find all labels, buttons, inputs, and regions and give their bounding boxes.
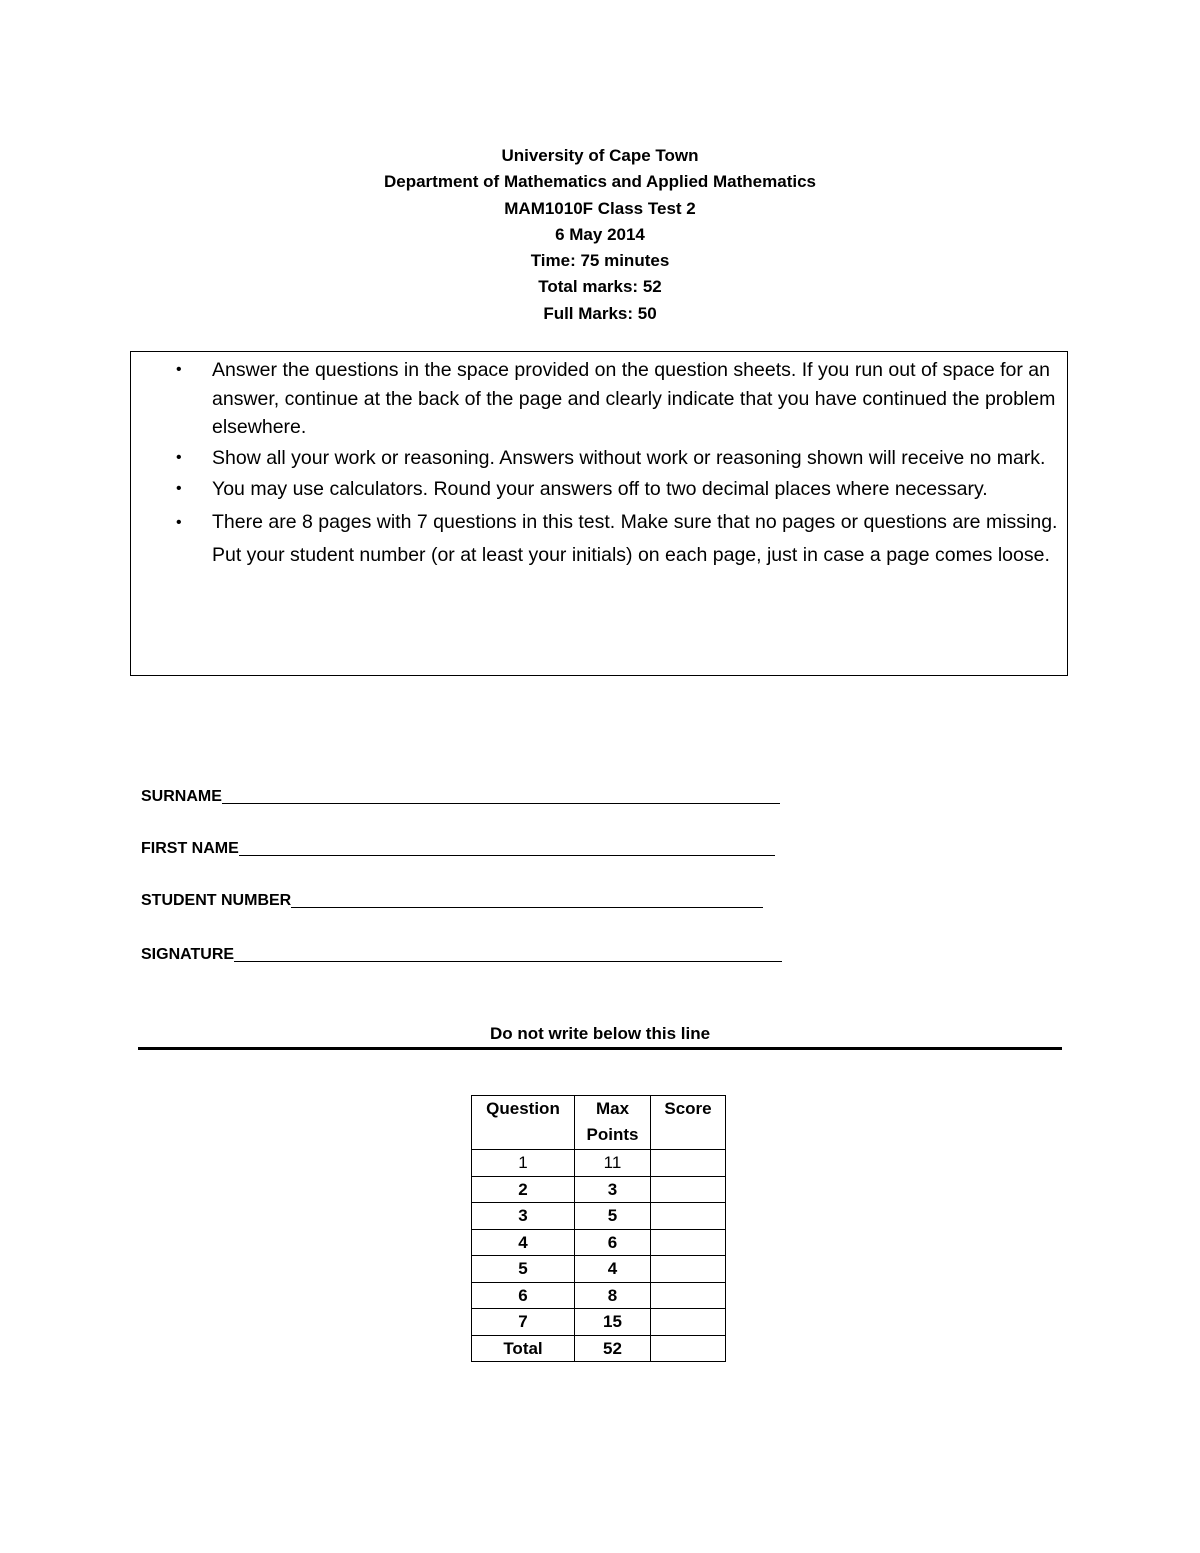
course-title: MAM1010F Class Test 2: [504, 198, 696, 218]
max-points-cell: 5: [575, 1203, 651, 1230]
total-marks: Total marks: 52: [538, 277, 662, 297]
question-cell: 5: [472, 1256, 575, 1283]
instruction-item: [131, 506, 1067, 573]
max-points-cell: 4: [575, 1256, 651, 1283]
total-label-cell: Total: [472, 1335, 575, 1362]
bullet-icon: •: [176, 513, 182, 531]
instructions-list: [131, 356, 1067, 573]
score-cell[interactable]: [651, 1176, 726, 1203]
exam-header: [0, 143, 1200, 327]
signature-write-line[interactable]: [234, 947, 782, 962]
question-cell: 6: [472, 1282, 575, 1309]
question-cell: 4: [472, 1229, 575, 1256]
student-number-label: STUDENT NUMBER: [141, 892, 292, 909]
bullet-icon: •: [176, 479, 182, 497]
full-marks: Full Marks: 50: [543, 303, 657, 323]
header-max-points: Max Points: [575, 1096, 651, 1150]
bullet-icon: •: [176, 361, 182, 378]
max-points-cell: 6: [575, 1229, 651, 1256]
table-row: [472, 1229, 726, 1256]
divider-label: Do not write below this line: [489, 1024, 711, 1043]
department-name: Department of Mathematics and Applied Mathematics: [383, 172, 816, 192]
score-cell[interactable]: [651, 1229, 726, 1256]
header-question: Question: [472, 1096, 575, 1150]
total-max-points-cell: 52: [575, 1335, 651, 1362]
table-row: [472, 1309, 726, 1336]
header-score: Score: [651, 1096, 726, 1150]
first-name-field: [141, 839, 775, 859]
student-number-field: [141, 891, 763, 911]
table-row: [472, 1203, 726, 1230]
table-row: [472, 1150, 726, 1177]
max-points-cell: 11: [575, 1150, 651, 1177]
first-name-label: FIRST NAME: [141, 840, 239, 857]
question-cell: 2: [472, 1176, 575, 1203]
table-row: [472, 1176, 726, 1203]
university-name: University of Cape Town: [501, 146, 699, 165]
total-score-cell[interactable]: [651, 1335, 726, 1362]
question-cell: 3: [472, 1203, 575, 1230]
score-cell[interactable]: [651, 1203, 726, 1230]
exam-date: 6 May 2014: [555, 224, 645, 244]
instruction-item: [131, 475, 1067, 504]
surname-field: [141, 787, 780, 807]
max-points-cell: 15: [575, 1309, 651, 1336]
instruction-text: Show all your work or reasoning. Answers without work or reasoning shown will receive no mark.: [212, 447, 1046, 470]
surname-write-line[interactable]: [222, 789, 780, 804]
surname-label: SURNAME: [141, 788, 222, 805]
score-table: [471, 1095, 726, 1362]
first-name-write-line[interactable]: [239, 841, 775, 856]
divider-line: [138, 1047, 1062, 1050]
score-cell[interactable]: [651, 1309, 726, 1336]
instructions-box: [130, 351, 1068, 676]
signature-field: [141, 945, 782, 965]
table-total-row: [472, 1335, 726, 1362]
question-cell: 7: [472, 1309, 575, 1336]
student-number-write-line[interactable]: [291, 893, 763, 908]
instruction-item: [131, 356, 1067, 442]
bullet-icon: •: [176, 449, 182, 467]
signature-label: SIGNATURE: [141, 946, 235, 963]
max-points-cell: 8: [575, 1282, 651, 1309]
instruction-text: There are 8 pages with 7 questions in this test. Make sure that no pages or questions are missing. Put your student number (or at least your initials) on each page, just in case a page comes loose.: [212, 510, 1058, 567]
instruction-text: Answer the questions in the space provided on the question sheets. If you run out of space for an answer, continue at the back of the page and clearly indicate that you have continued the problem elsewhere.: [212, 359, 1056, 439]
max-points-cell: 3: [575, 1176, 651, 1203]
table-row: [472, 1282, 726, 1309]
question-cell: 1: [472, 1150, 575, 1177]
score-cell[interactable]: [651, 1282, 726, 1309]
score-cell[interactable]: [651, 1256, 726, 1283]
score-cell[interactable]: [651, 1150, 726, 1177]
instruction-text: You may use calculators. Round your answers off to two decimal places where necessary.: [212, 477, 988, 500]
instruction-item: [131, 444, 1067, 473]
table-row: [472, 1256, 726, 1283]
exam-time: Time: 75 minutes: [530, 251, 670, 271]
table-header-row: [472, 1096, 726, 1150]
